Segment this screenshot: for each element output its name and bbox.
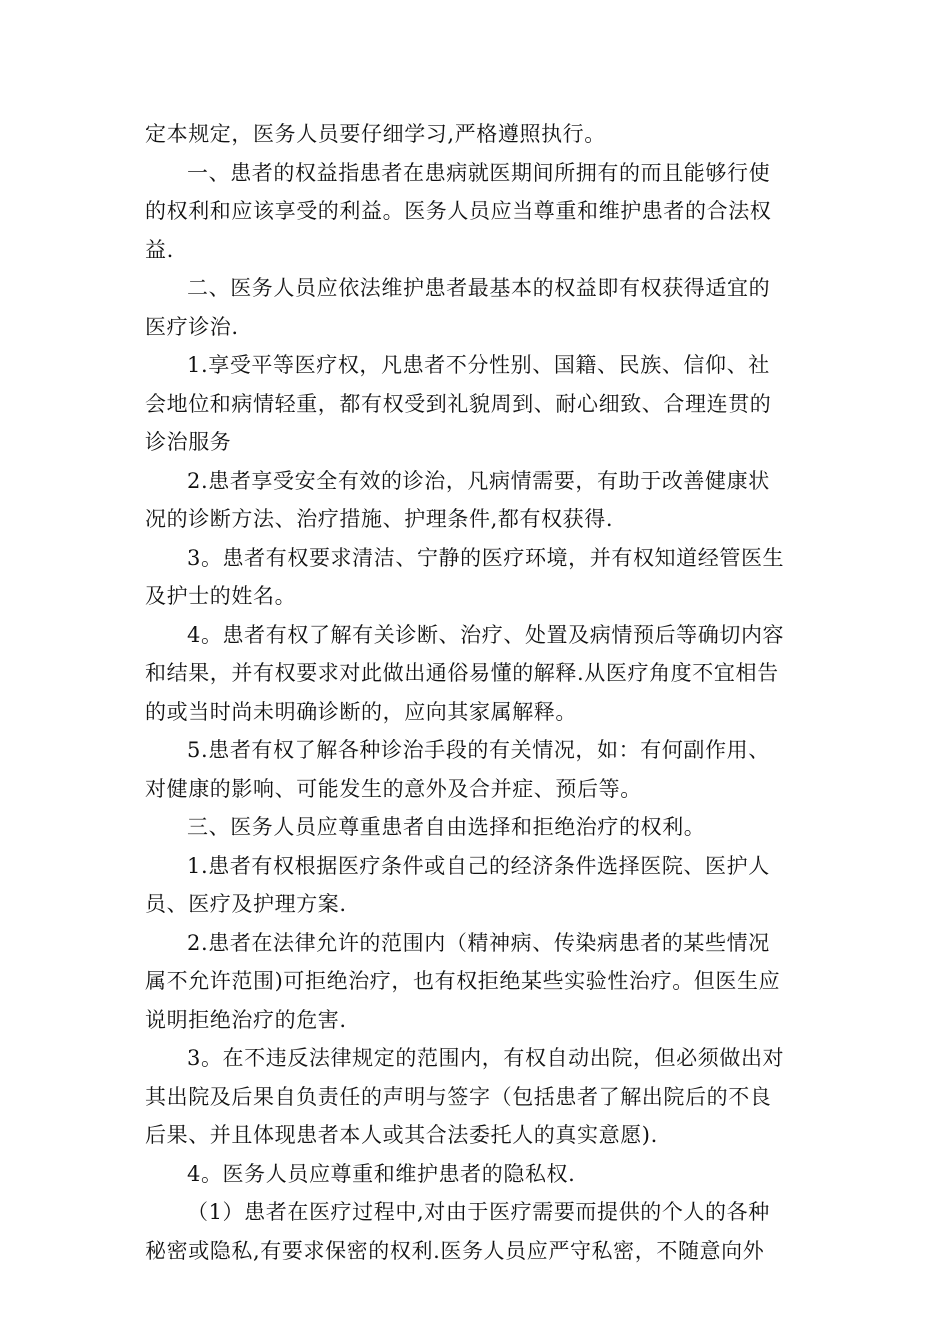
paragraph bbox=[145, 539, 811, 616]
text-line: 及护士的姓名。 bbox=[145, 584, 297, 608]
paragraph bbox=[145, 462, 811, 539]
text-line: 诊治服务 bbox=[145, 430, 232, 454]
text-line: 秘密或隐私,有要求保密的权利.医务人员应严守私密，不随意向外 bbox=[145, 1238, 765, 1263]
text-line: 说明拒绝治疗的危害. bbox=[145, 1007, 347, 1032]
document-body bbox=[145, 115, 811, 1270]
text-line: 益. bbox=[145, 237, 174, 262]
text-line: 5.患者有权了解各种诊治手段的有关情况，如：有何副作用、 bbox=[187, 738, 770, 762]
paragraph bbox=[145, 616, 811, 732]
text-line: 2.患者在法律允许的范围内（精神病、传染病患者的某些情况 bbox=[187, 930, 770, 955]
text-line: 对健康的影响、可能发生的意外及合并症、预后等。 bbox=[145, 776, 642, 801]
paragraph bbox=[145, 731, 811, 808]
paragraph bbox=[145, 847, 811, 924]
text-line: 一、患者的权益指患者在患病就医期间所拥有的而且能够行使 bbox=[187, 160, 771, 185]
text-line: 1.享受平等医疗权，凡患者不分性别、国籍、民族、信仰、社 bbox=[187, 353, 770, 377]
text-line: 二、医务人员应依法维护患者最基本的权益即有权获得适宜的 bbox=[187, 276, 771, 300]
text-line: 员、医疗及护理方案. bbox=[145, 892, 347, 916]
text-line: 医疗诊治. bbox=[145, 314, 239, 339]
text-line: 4。患者有权了解有关诊断、治疗、处置及病情预后等确切内容 bbox=[187, 622, 785, 647]
paragraph bbox=[145, 1155, 811, 1194]
paragraph bbox=[145, 808, 811, 847]
text-line: 4。医务人员应尊重和维护患者的隐私权. bbox=[187, 1161, 576, 1186]
text-line: 属不允许范围)可拒绝治疗，也有权拒绝某些实验性治疗。但医生应 bbox=[145, 969, 781, 993]
text-line: 1.患者有权根据医疗条件或自己的经济条件选择医院、医护人 bbox=[187, 853, 770, 878]
text-line: 的或当时尚未明确诊断的，应向其家属解释。 bbox=[145, 699, 577, 724]
text-line: 其出院及后果自负责任的声明与签字（包括患者了解出院后的不良 bbox=[145, 1084, 772, 1109]
paragraph bbox=[145, 1193, 811, 1270]
text-line: 定本规定，医务人员要仔细学习,严格遵照执行。 bbox=[145, 122, 606, 146]
text-line: 三、医务人员应尊重患者自由选择和拒绝治疗的权利。 bbox=[187, 815, 706, 839]
paragraph bbox=[145, 115, 811, 154]
paragraph bbox=[145, 924, 811, 1040]
text-line: 3。在不违反法律规定的范围内，有权自动出院，但必须做出对 bbox=[187, 1046, 785, 1070]
paragraph bbox=[145, 1039, 811, 1155]
paragraph bbox=[145, 269, 811, 346]
text-line: 的权利和应该享受的利益。医务人员应当尊重和维护患者的合法权 bbox=[145, 199, 772, 223]
text-line: （1）患者在医疗过程中,对由于医疗需要而提供的个人的各种 bbox=[187, 1200, 770, 1224]
text-line: 后果、并且体现患者本人或其合法委托人的真实意愿). bbox=[145, 1123, 658, 1147]
paragraph bbox=[145, 346, 811, 462]
text-line: 3。患者有权要求清洁、宁静的医疗环境，并有权知道经管医生 bbox=[187, 545, 785, 570]
text-line: 2.患者享受安全有效的诊治，凡病情需要，有助于改善健康状 bbox=[187, 468, 770, 493]
text-line: 会地位和病情轻重，都有权受到礼貌周到、耐心细致、合理连贯的 bbox=[145, 391, 772, 416]
paragraph bbox=[145, 154, 811, 270]
text-line: 况的诊断方法、治疗措施、护理条件,都有权获得. bbox=[145, 507, 614, 531]
text-line: 和结果，并有权要求对此做出通俗易懂的解释.从医疗角度不宜相告 bbox=[145, 661, 779, 685]
